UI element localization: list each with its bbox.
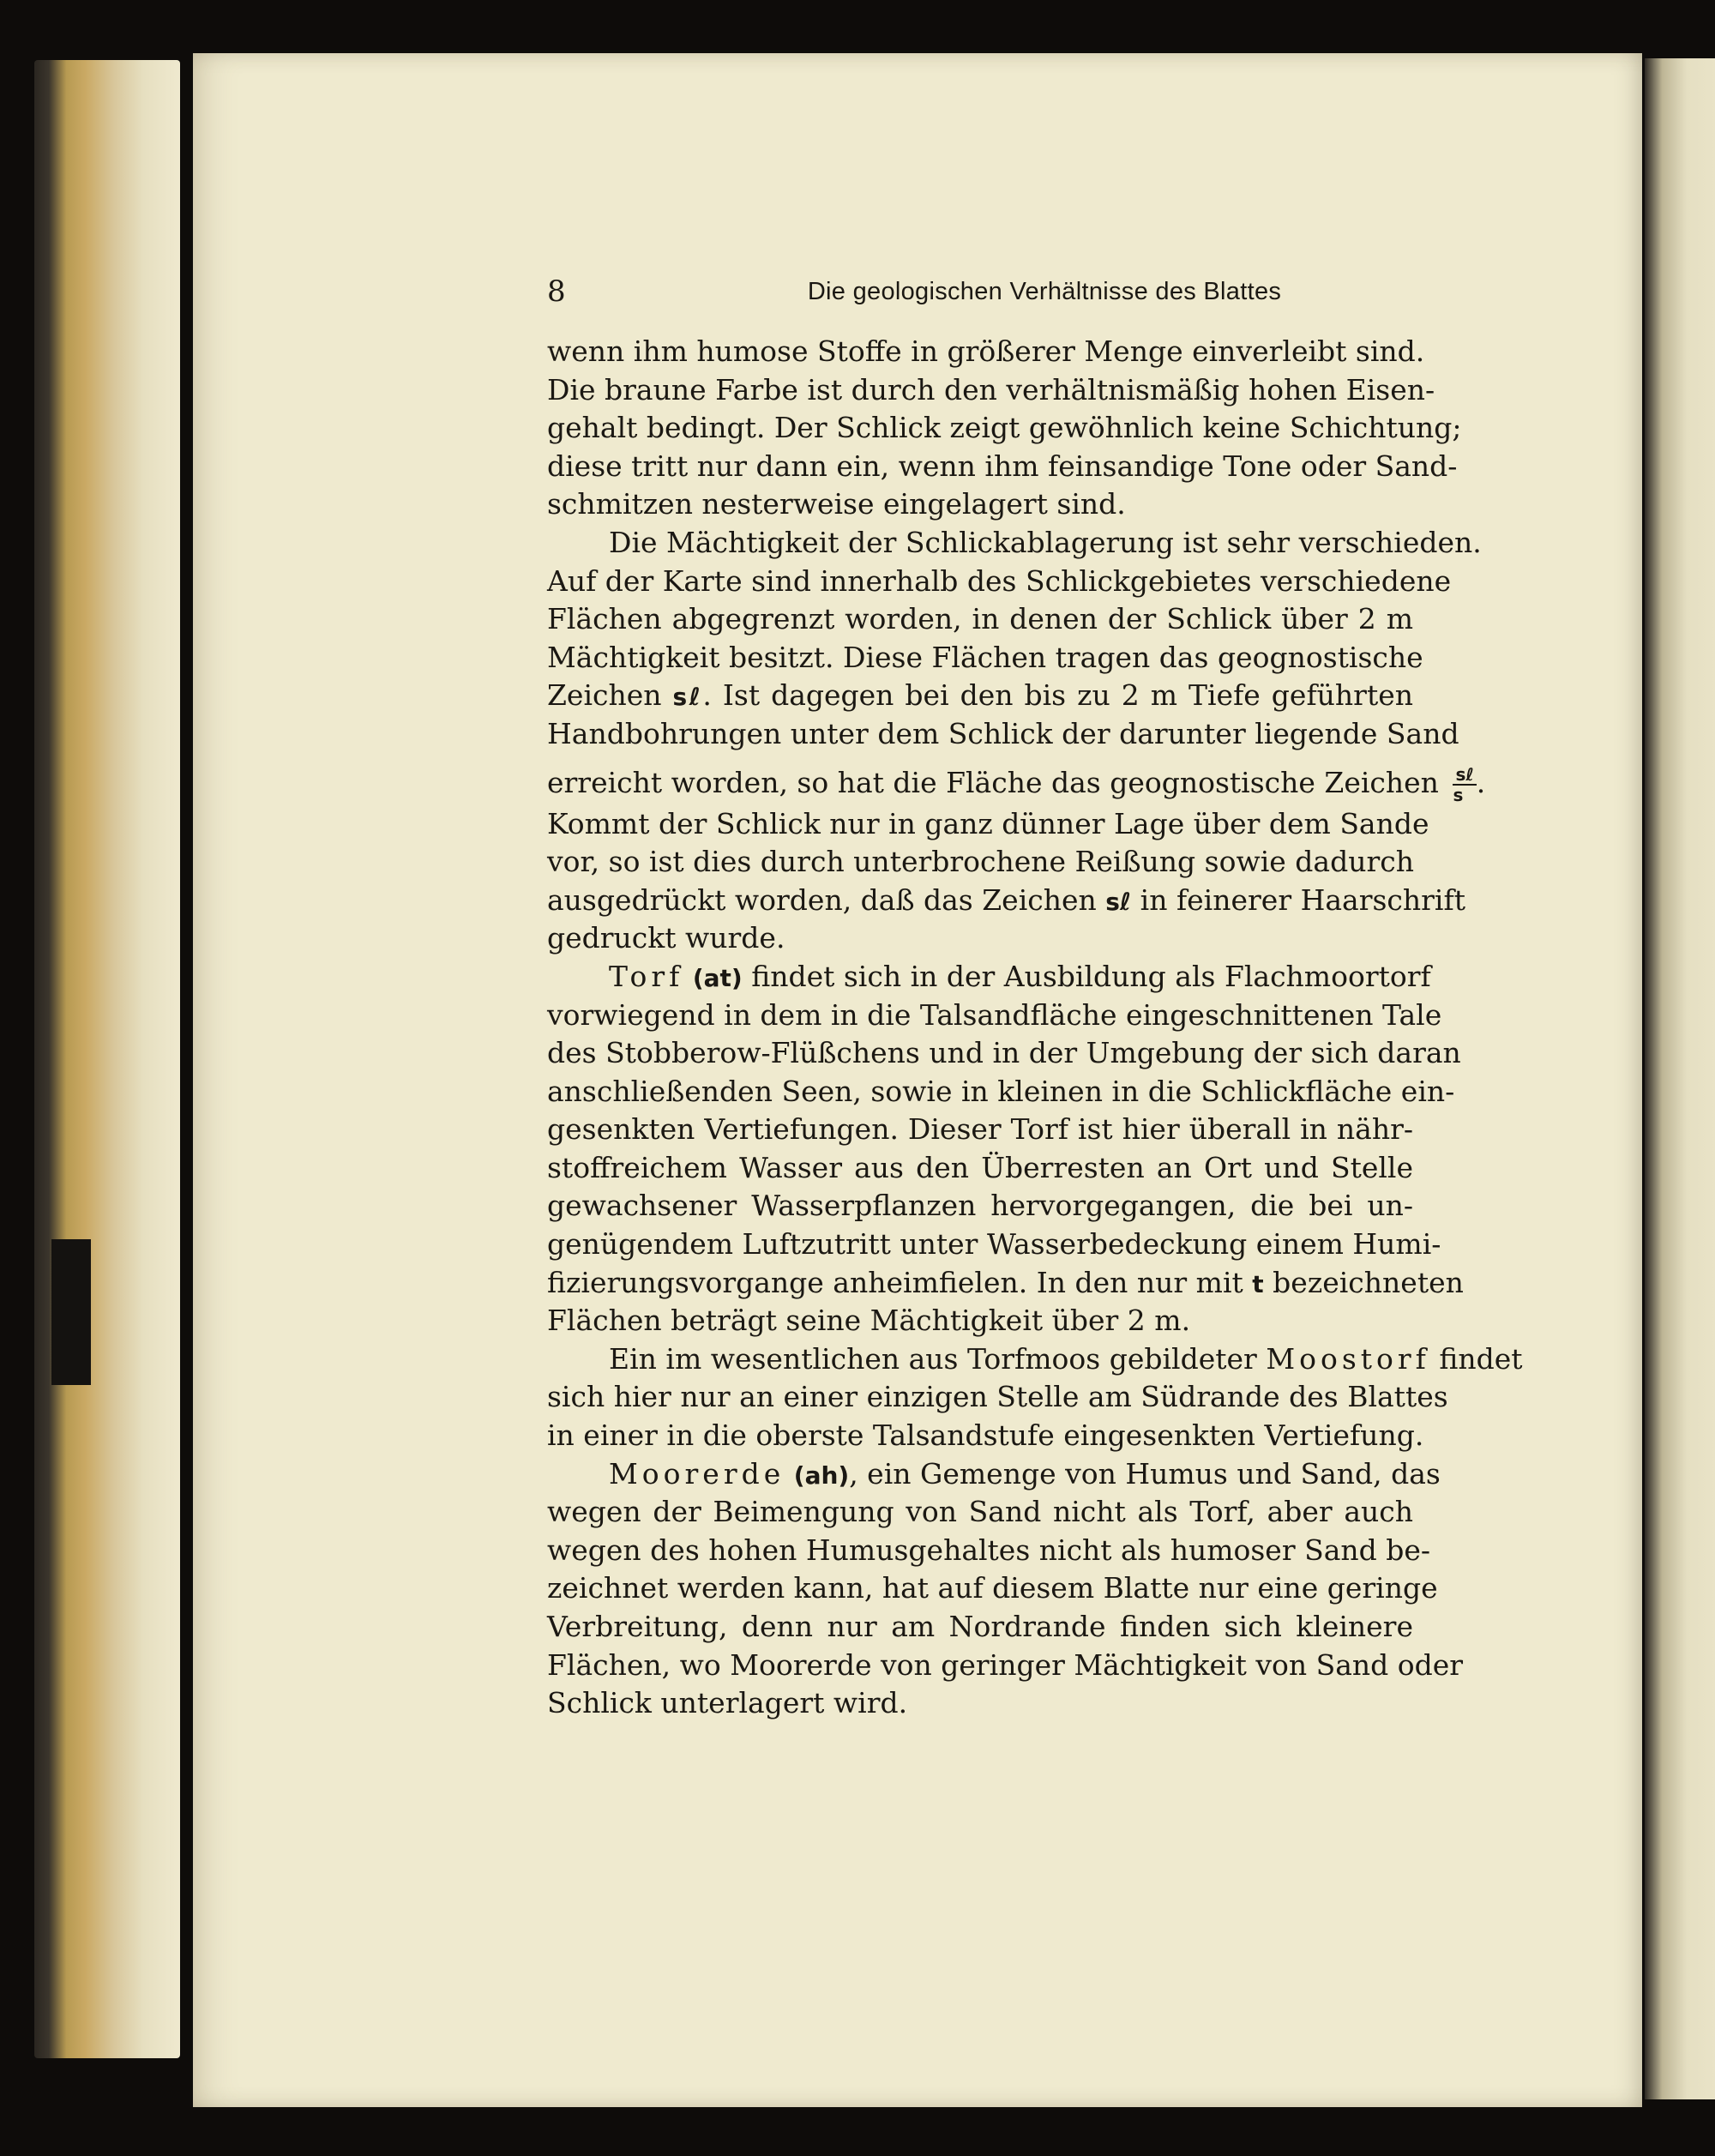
text-line: vorwiegend in dem in die Talsandfläche eingeschnittenen Tale [547,997,1442,1032]
text-line: gewachsener Wasserpflanzen hervorgegangen, die bei un- [547,1189,1413,1223]
text-line: Flächen beträgt seine Mächtigkeit über 2 m. [547,1304,1191,1338]
text-line: des Stobberow-Flüßchens und in der Umgebung der sich daran [547,1036,1461,1070]
text-line: Flächen, wo Moorerde von geringer Mächtigkeit von Sand oder [547,1647,1464,1682]
text-line: wegen des hohen Humusgehaltes nicht als humoser Sand be- [547,1533,1431,1567]
text-line: in einer in die oberste Talsandstufe eingesenkten Vertiefung. [547,1418,1424,1453]
text-line: Kommt der Schlick nur in ganz dünner Lage über dem Sande [547,806,1429,840]
paragraph-5 [547,1455,1464,1723]
fraction-numerator: sℓ [1453,765,1476,786]
text-line: stoffreichem Wasser aus den Überresten an Ort und Stelle [547,1150,1413,1184]
page-number: 8 [547,274,566,309]
text-line: gesenkten Vertiefungen. Dieser Torf ist hier überall in nähr- [547,1112,1413,1147]
text-line: vor, so ist dies durch unterbrochene Reißung sowie dadurch [547,845,1414,879]
text-line [547,1340,1523,1379]
text-line: gedruckt wurde. [547,921,785,955]
text-line: Mächtigkeit besitzt. Diese Flächen tragen das geognostische [547,640,1423,674]
text-line [547,958,1431,997]
text-line [547,882,1465,920]
moorerde-symbol: (ah) [793,1460,850,1490]
text-line: Die braune Farbe ist durch den verhältnismäßig hohen Eisen- [547,372,1435,407]
line-segment: erreicht worden, so hat die Fläche das geognostische Zeichen [547,765,1439,799]
line-segment: Ein im wesentlichen aus Torfmoos gebildeter [609,1341,1257,1376]
text-line: gehalt bedingt. Der Schlick zeigt gewöhnlich keine Schichtung; [547,411,1462,445]
text-line [547,1455,1441,1494]
t-symbol: t [1252,1269,1264,1298]
schlick-over-sand-symbol [1453,765,1476,804]
line-segment: bezeichneten [1273,1265,1464,1299]
text-line: Auf der Karte sind innerhalb des Schlickgebietes verschiedene [547,563,1452,598]
text-line: wenn ihm humose Stoffe in größerer Menge einverleibt sind. [547,334,1425,368]
paragraph-1 [547,333,1462,524]
line-segment: . Ist dagegen bei den bis zu 2 m Tiefe geführten [702,678,1413,713]
text-line: sich hier nur an einer einzigen Stelle am Südrande des Blattes [547,1380,1448,1414]
text-line [547,677,1413,715]
text-line: Die Mächtigkeit der Schlickablagerung ist sehr verschieden. [609,525,1482,559]
paragraph-4 [547,1340,1523,1455]
text-line: anschließenden Seen, sowie in kleinen in die Schlickfläche ein- [547,1074,1455,1108]
facing-page-edge [1645,58,1715,2099]
line-segment: in feinerer Haarschrift [1140,882,1465,917]
term-moorerde: Moorerde [609,1456,785,1491]
text-line: Flächen abgegrenzt worden, in denen der Schlick über 2 m [547,602,1413,636]
page-header [547,273,1413,310]
torf-symbol: (at) [692,963,743,992]
line-segment: , ein Gemenge von Humus und Sand, das [849,1456,1441,1491]
line-segment: findet [1439,1341,1523,1376]
page-edges-left [34,60,180,2058]
text-line [547,1264,1464,1303]
fraction-denominator: s [1453,784,1464,805]
line-segment: Zeichen [547,678,662,713]
line-segment: findet sich in der Ausbildung als Flachmoortorf [751,959,1431,993]
term-moostorf: Moostorf [1266,1341,1430,1376]
text-line [547,754,1474,805]
binding-tab [51,1239,91,1385]
paragraph-2 [547,524,1482,958]
text-line: schmitzen nesterweise eingelagert sind. [547,487,1126,521]
body-text [547,333,1523,1723]
schlick-symbol: sℓ [1105,887,1132,916]
text-line: diese tritt nur dann ein, wenn ihm feinsandige Tone oder Sand- [547,449,1458,483]
paragraph-3 [547,958,1464,1340]
text-line: wegen der Beimengung von Sand nicht als Torf, aber auch [547,1495,1413,1529]
line-segment: fizierungsvorgange anheimfielen. In den nur mit [547,1265,1243,1299]
text-line: Handbohrungen unter dem Schlick der darunter liegende Sand [547,716,1459,750]
schlick-symbol: sℓ [672,683,703,712]
text-line: Schlick unterlagert wird. [547,1686,908,1720]
text-line: Verbreitung, denn nur am Nordrande finden sich kleinere [547,1610,1413,1643]
text-line: genügendem Luftzutritt unter Wasserbedeckung einem Humi- [547,1227,1441,1262]
term-torf: Torf [609,959,684,993]
running-title: Die geologischen Verhältnisse des Blattes [807,278,1282,305]
line-segment: ausgedrückt worden, daß das Zeichen [547,882,1097,917]
text-line: zeichnet werden kann, hat auf diesem Blatte nur eine geringe [547,1571,1438,1605]
